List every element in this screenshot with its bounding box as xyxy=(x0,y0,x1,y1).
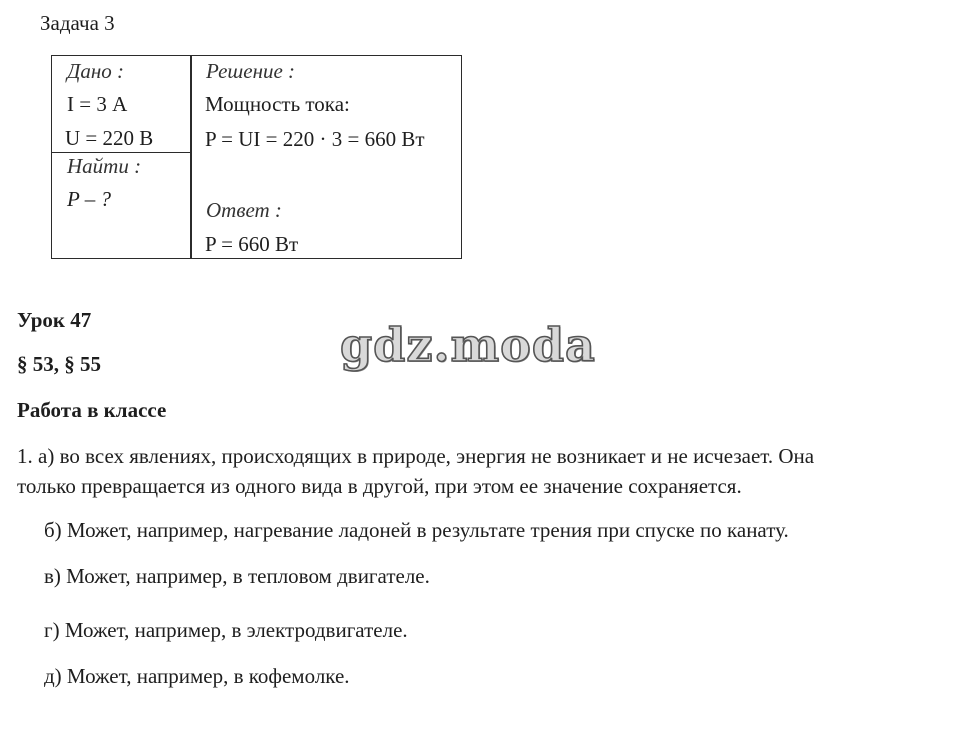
given-label: Дано : xyxy=(67,59,125,83)
answer-item-d: д) Может, например, в кофемолке. xyxy=(44,664,350,688)
answer-item-b: б) Может, например, нагревание ладоней в результате трения при спуске по канату. xyxy=(44,518,789,542)
answer-item-g: г) Может, например, в электродвигателе. xyxy=(44,618,408,642)
answer-value: P = 660 Вт xyxy=(205,232,299,256)
solution-text: Мощность тока: xyxy=(205,92,350,116)
find-label: Найти : xyxy=(67,154,142,178)
watermark-logo: gdz.moda xyxy=(340,318,596,372)
answer-item-a-line1: 1. а) во всех явлениях, происходящих в природе, энергия не возникает и не исчезает. Она xyxy=(17,444,815,468)
paragraph-refs: § 53, § 55 xyxy=(17,352,101,376)
solution-formula: P = UI = 220 · 3 = 660 Вт xyxy=(205,127,425,151)
find-cell xyxy=(51,152,192,259)
given-current: I = 3 А xyxy=(67,92,128,116)
section-heading: Работа в классе xyxy=(17,398,167,422)
answer-label: Ответ : xyxy=(206,198,282,222)
answer-item-a-line2: только превращается из одного вида в другой, при этом ее значение сохраняется. xyxy=(17,474,742,498)
lesson-title: Урок 47 xyxy=(17,308,92,332)
given-voltage: U = 220 В xyxy=(65,126,154,150)
find-value: P – ? xyxy=(67,187,111,211)
solution-label: Решение : xyxy=(206,59,296,83)
task-title: Задача 3 xyxy=(40,11,115,35)
answer-item-v: в) Может, например, в тепловом двигателе. xyxy=(44,564,430,588)
given-cell xyxy=(51,55,192,153)
solution-cell xyxy=(190,55,462,259)
